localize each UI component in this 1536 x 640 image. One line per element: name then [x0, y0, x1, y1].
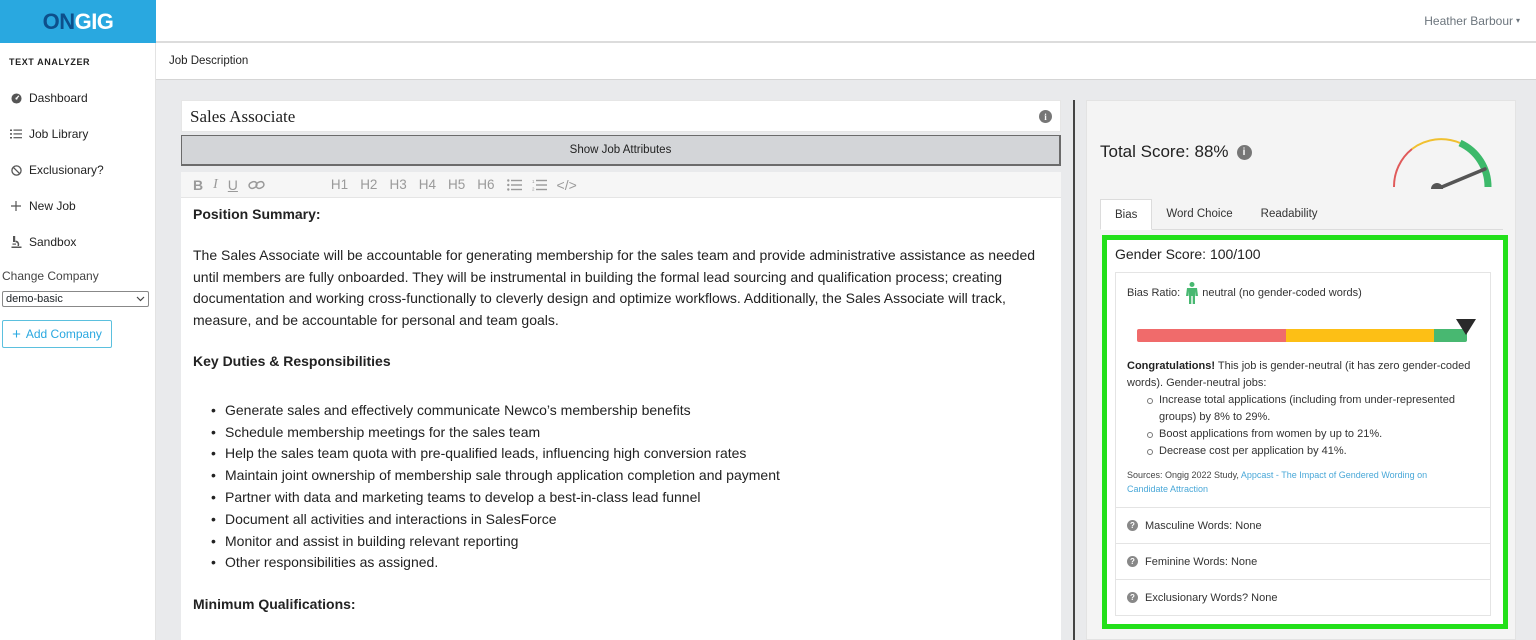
bias-meter — [1137, 329, 1467, 342]
show-job-attributes-button[interactable]: Show Job Attributes — [181, 135, 1061, 166]
add-company-label: Add Company — [25, 327, 102, 341]
help-icon[interactable]: ? — [1127, 592, 1138, 603]
bias-ratio — [1127, 282, 1362, 304]
list-item: • Document all activities and interactions in SalesForce — [211, 509, 1049, 531]
congrats-strong: Congratulations! — [1127, 360, 1215, 372]
logo-part-on: ON — [42, 8, 75, 34]
list-icon — [9, 129, 23, 139]
info-icon[interactable]: i — [1237, 145, 1252, 160]
help-icon[interactable]: ? — [1127, 520, 1138, 531]
sidebar-item-label: Job Library — [29, 127, 89, 141]
score-panel — [1086, 100, 1516, 640]
user-menu[interactable] — [1424, 14, 1520, 28]
company-select[interactable] — [2, 291, 149, 307]
tab-word-choice[interactable]: Word Choice — [1166, 208, 1233, 220]
list-item: • Partner with data and marketing teams to develop a best-in-class lead funnel — [211, 487, 1049, 509]
sidebar-item-new-job[interactable] — [9, 199, 76, 213]
heading-5-button[interactable]: H5 — [447, 177, 466, 192]
sidebar-item-job-library[interactable] — [9, 127, 88, 141]
score-tabs — [1100, 199, 1503, 230]
masculine-words-label: Masculine Words: None — [1145, 519, 1262, 532]
sources — [1127, 469, 1467, 496]
masculine-words-row[interactable] — [1115, 508, 1491, 544]
sidebar-item-label: Dashboard — [29, 91, 88, 105]
microscope-icon — [9, 236, 23, 248]
neutral-person-icon — [1186, 282, 1198, 304]
svg-text:1: 1 — [531, 178, 535, 184]
heading-3-button[interactable]: H3 — [389, 177, 407, 192]
job-title-value: Sales Associate — [190, 107, 296, 126]
heading-2-button[interactable]: H2 — [360, 177, 378, 192]
dashboard-icon — [9, 93, 23, 104]
sidebar-item-label: New Job — [29, 199, 76, 213]
sidebar-item-exclusionary[interactable] — [9, 163, 104, 177]
breadcrumb-current: Job Description — [169, 55, 249, 67]
list-item: • Monitor and assist in building relevant reporting — [211, 531, 1049, 553]
company-select-value: demo-basic — [6, 293, 63, 305]
feminine-words-row[interactable] — [1115, 544, 1491, 580]
section-heading: Position Summary: — [193, 206, 321, 222]
caret-down-icon: ▾ — [1515, 16, 1520, 25]
svg-text:2: 2 — [531, 186, 535, 191]
heading-6-button[interactable]: H6 — [477, 177, 495, 192]
list-item: • Help the sales team quota with pre-qualified leads, influencing high conversion rates — [211, 443, 1049, 465]
sidebar-item-sandbox[interactable] — [9, 235, 76, 249]
meter-pointer-icon — [1456, 319, 1476, 335]
bias-highlight-box — [1102, 235, 1508, 629]
sources-link[interactable]: Appcast - The Impact of Gendered Wording on Candidate Attraction — [1127, 470, 1428, 494]
help-icon[interactable]: ? — [1127, 556, 1138, 567]
plus-icon — [9, 201, 23, 211]
exclusionary-words-row[interactable] — [1115, 580, 1491, 616]
bias-ratio-value: neutral (no gender-coded words) — [1202, 287, 1362, 299]
main-content — [156, 80, 1536, 640]
ban-icon — [9, 165, 23, 176]
logo-part-gig: GIG — [74, 8, 114, 34]
bias-ratio-label: Bias Ratio: — [1127, 287, 1181, 299]
sidebar-title: TEXT ANALYZER — [9, 57, 91, 67]
editor-column — [181, 100, 1061, 640]
total-score-label: Total Score: 88% — [1100, 142, 1229, 161]
bias-card — [1115, 272, 1491, 508]
job-title-input[interactable] — [181, 100, 1061, 132]
add-company-button[interactable] — [2, 320, 112, 348]
benefits-list — [1147, 392, 1477, 460]
congrats-message — [1127, 358, 1477, 460]
sources-prefix: Sources: Ongig 2022 Study, — [1127, 470, 1241, 480]
list-item: Boost applications from women by up to 21%. — [1147, 426, 1477, 443]
bold-icon[interactable]: B — [193, 176, 204, 193]
change-company-label: Change Company — [2, 269, 99, 283]
gender-score: Gender Score: 100/100 — [1115, 246, 1261, 262]
chevron-down-icon — [136, 294, 145, 304]
editor-toolbar — [181, 172, 1061, 198]
link-icon[interactable] — [248, 179, 265, 191]
score-gauge — [1387, 119, 1497, 189]
congrats-text: This job is gender-neutral (it has zero gender-coded words). Gender-neutral jobs: — [1127, 360, 1471, 389]
feminine-words-label: Feminine Words: None — [1145, 555, 1258, 568]
sidebar-item-label: Sandbox — [29, 235, 77, 249]
ongig-logo[interactable] — [0, 0, 156, 43]
duties-list — [193, 400, 1049, 574]
sidebar-item-label: Exclusionary? — [29, 163, 104, 177]
list-item: Increase total applications (including from under-represented groups) by 8% to 29%. — [1147, 392, 1477, 426]
tab-readability[interactable]: Readability — [1260, 208, 1318, 220]
italic-icon[interactable]: I — [213, 176, 218, 192]
list-item: • Generate sales and effectively communicate Newco’s membership benefits — [211, 400, 1049, 422]
exclusionary-words-label: Exclusionary Words? None — [1145, 591, 1278, 604]
user-name: Heather Barbour — [1424, 14, 1513, 28]
heading-1-button[interactable]: H1 — [330, 177, 349, 192]
panel-divider[interactable] — [1073, 100, 1075, 640]
underline-icon[interactable]: U — [227, 176, 238, 193]
sidebar — [0, 43, 156, 640]
sidebar-item-dashboard[interactable] — [9, 91, 88, 105]
list-item: Decrease cost per application by 41%. — [1147, 443, 1477, 460]
top-bar — [156, 0, 1536, 43]
paragraph: The Sales Associate will be accountable for generating membership for the sales team and provide administrative assistance as needed until members are fully onboarded. They will be instrumental in building the formal lead sourcing and qualification process; creating documentation and working cross-functionally to cleverly design and optimize workflows. Additionally, the Sales Associate will track, measure, and be accountable for personal and team goals. — [193, 246, 1036, 329]
total-score — [1100, 142, 1252, 162]
numbered-list-icon[interactable] — [532, 179, 547, 191]
section-heading: Minimum Qualifications: — [193, 596, 356, 613]
list-item: • Maintain joint ownership of membership sale through application completion and payment — [211, 465, 1049, 487]
meter-segment-yellow — [1286, 329, 1435, 342]
code-view-icon[interactable]: </> — [556, 176, 577, 193]
info-icon[interactable]: i — [1039, 110, 1052, 123]
job-description-editor[interactable] — [181, 198, 1061, 640]
section-heading: Key Duties & Responsibilities — [193, 352, 391, 369]
bullet-list-icon[interactable] — [507, 179, 522, 191]
breadcrumb — [156, 43, 1536, 80]
list-item: • Other responsibilities as assigned. — [211, 552, 1049, 574]
meter-segment-red — [1137, 329, 1286, 342]
list-item: • Schedule membership meetings for the sales team — [211, 422, 1049, 444]
heading-4-button[interactable]: H4 — [418, 177, 436, 192]
plus-icon: + — [12, 325, 21, 343]
tab-bias[interactable]: Bias — [1100, 199, 1152, 230]
